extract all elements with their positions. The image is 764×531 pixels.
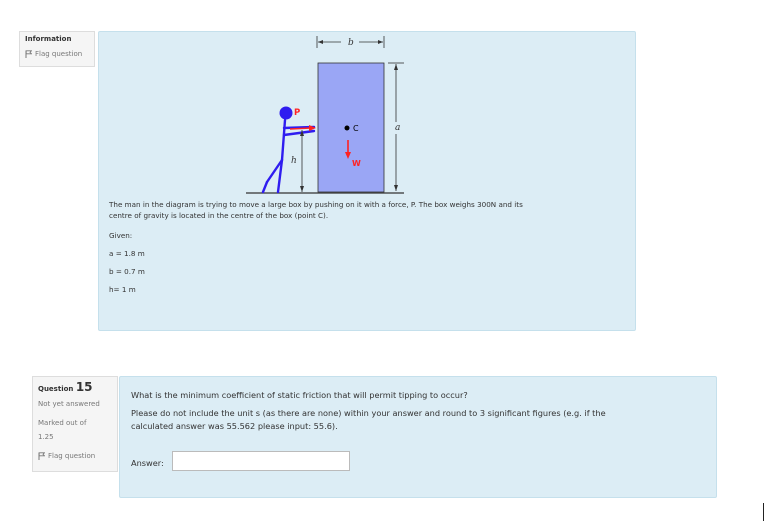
dimension-b-label: b [348, 38, 354, 48]
flag-question-label: Flag question [35, 50, 83, 58]
description-line-2: centre of gravity is located in the centre of the box (point C). [109, 211, 329, 220]
question-number [38, 380, 112, 394]
answer-input[interactable] [172, 451, 350, 471]
marked-out-of-value: 1.25 [38, 433, 54, 441]
information-panel [19, 31, 95, 67]
dimension-a-label: a [395, 123, 401, 133]
question-label: Question [38, 385, 74, 393]
flag-question-link[interactable] [25, 50, 89, 58]
given-h: h= 1 m [109, 285, 136, 294]
box-diagram [244, 32, 564, 202]
answer-panel [119, 376, 717, 498]
height-h-label: h [291, 156, 297, 166]
information-title: Information [25, 35, 72, 43]
question-info-panel [32, 376, 118, 472]
instruction-line-2: calculated answer was 55.562 please input: 55.6). [131, 421, 338, 431]
stick-man [263, 120, 314, 192]
answer-label: Answer: [131, 458, 164, 468]
marked-out-of-label: Marked out of [38, 419, 87, 427]
given-a: a = 1.8 m [109, 249, 145, 258]
instruction-line-1: Please do not include the unit s (as there are none) within your answer and round to 3 significant figures (e.g. if the [131, 408, 606, 418]
given-b: b = 0.7 m [109, 267, 145, 276]
weight-label: W [352, 159, 361, 168]
question-prompt: What is the minimum coefficient of static friction that will permit tipping to occur? [131, 390, 468, 400]
given-label: Given: [109, 231, 133, 240]
force-arrow [290, 128, 311, 129]
question-flag-link[interactable] [38, 452, 112, 460]
man-head [280, 107, 293, 120]
large-box [318, 63, 384, 192]
problem-description [109, 199, 629, 221]
question-flag-label: Flag question [48, 452, 96, 460]
flag-icon [38, 452, 45, 460]
question-number-value: 15 [75, 380, 93, 394]
information-content [98, 31, 636, 331]
force-p-label: P [294, 108, 301, 118]
flag-icon [25, 50, 32, 58]
point-c-label: C [353, 124, 359, 133]
centre-point [345, 126, 350, 131]
question-status: Not yet answered [38, 400, 100, 408]
description-line-1: The man in the diagram is trying to move a large box by pushing on it with a force, P. The box weighs 300N and its [109, 200, 523, 209]
